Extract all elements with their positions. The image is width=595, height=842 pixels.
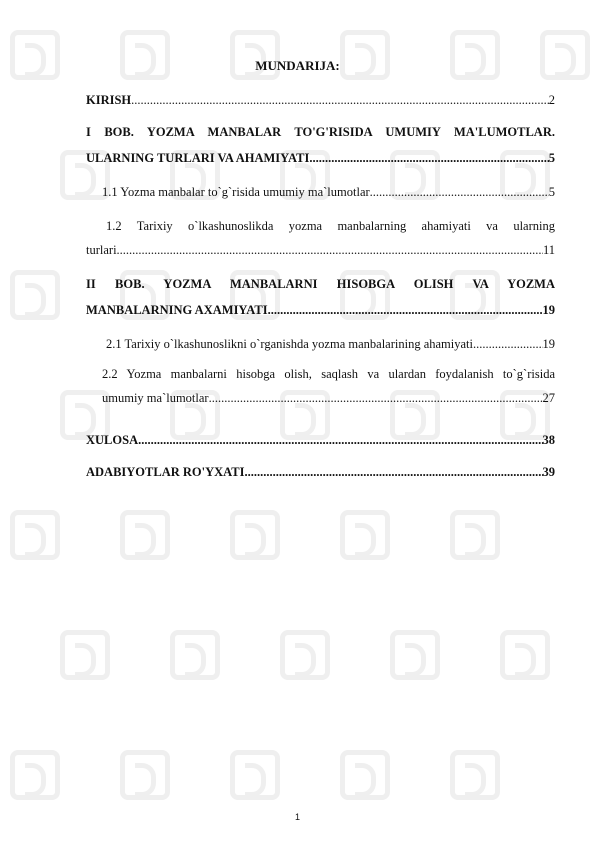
dot-leader <box>209 390 543 406</box>
dot-leader <box>117 242 543 258</box>
toc-page: 5 <box>548 151 555 165</box>
toc-entry-kirish[interactable] <box>86 92 555 108</box>
toc-label: 1.1 Yozma manbalar to`g`risida umumiy ma`lumotlar <box>102 185 370 199</box>
toc-entry-1-1[interactable] <box>102 184 555 200</box>
dot-leader <box>309 150 548 166</box>
toc-label: KIRISH <box>86 93 132 107</box>
toc-entry-bob2-line2[interactable] <box>86 302 555 318</box>
toc-entry-bob1-line2[interactable] <box>86 150 555 166</box>
dot-leader <box>268 302 543 318</box>
page-title: MUNDARIJA: <box>255 58 340 73</box>
toc-page: 2 <box>548 93 555 107</box>
dot-leader <box>244 464 542 480</box>
toc-page: 19 <box>542 337 555 351</box>
toc-entry-bob1-line1[interactable]: I BOB. YOZMA MANBALAR TO'G'RISIDA UMUMIY MA'LUMOTLAR. <box>86 125 555 139</box>
toc-label: turlari <box>86 243 117 257</box>
toc-label: umumiy ma`lumotlar <box>102 391 209 405</box>
toc-entry-xulosa[interactable] <box>86 432 555 448</box>
toc-entry-bob2-line1[interactable]: II BOB. YOZMA MANBALARNI HISOBGA OLISH VA YOZMA <box>86 277 555 291</box>
toc-label: ADABIYOTLAR RO'YXATI <box>86 465 245 479</box>
toc-label: ULARNING TURLARI VA AHAMIYATI <box>86 151 310 165</box>
toc-page: 27 <box>542 391 555 405</box>
toc-label: MANBALARNING AXAMIYATI <box>86 303 268 317</box>
page-number: 1 <box>294 812 300 822</box>
toc-page: 5 <box>548 185 555 199</box>
dot-leader <box>131 92 549 108</box>
dot-leader <box>370 184 549 200</box>
toc-page: 39 <box>542 465 555 479</box>
dot-leader <box>138 432 542 448</box>
toc-entry-1-2-line2[interactable] <box>86 242 555 258</box>
toc-entry-2-1[interactable] <box>106 336 555 352</box>
toc-page: 11 <box>542 243 555 257</box>
toc-page: 38 <box>542 433 555 447</box>
toc-entry-2-2-line2[interactable] <box>102 390 555 406</box>
toc-entry-adabiyotlar[interactable] <box>86 464 555 480</box>
dot-leader <box>473 336 543 352</box>
toc-entry-2-2-line1[interactable]: 2.2 Yozma manbalarni hisobga olish, saqlash va ulardan foydalanish to`g`risida <box>102 367 555 381</box>
toc-entry-1-2-line1[interactable]: 1.2 Tarixiy o`lkashunoslikda yozma manbalarning ahamiyati va ularning <box>106 219 555 233</box>
toc-label: 2.1 Tarixiy o`lkashunoslikni o`rganishda yozma manbalarining ahamiyati <box>106 337 473 351</box>
toc-page: 19 <box>542 303 555 317</box>
toc-label: XULOSA <box>86 433 139 447</box>
